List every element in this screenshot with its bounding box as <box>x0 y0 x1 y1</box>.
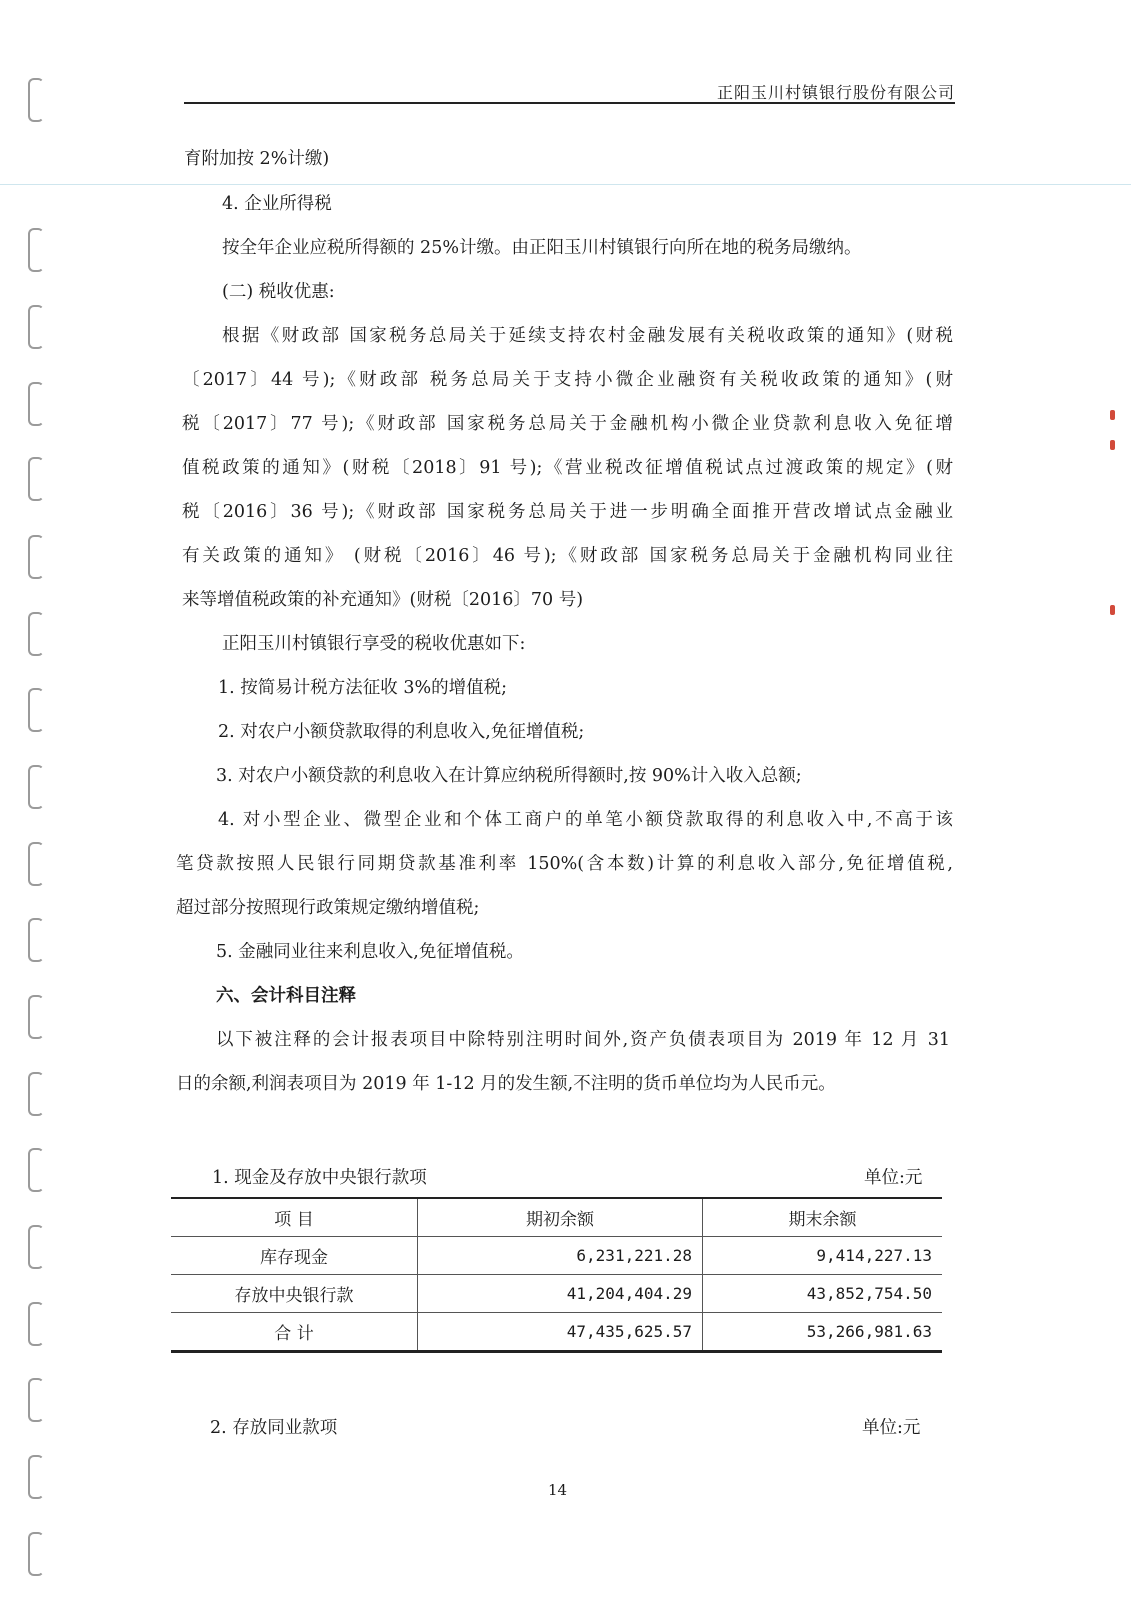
binding-hole <box>28 1072 44 1116</box>
seal-fragment <box>1110 410 1115 420</box>
opening-balance-cell: 47,435,625.57 <box>418 1313 703 1352</box>
row-label: 存放中央银行款 <box>171 1275 418 1313</box>
binding-hole <box>28 1148 44 1192</box>
list-item: 2. 对农户小额贷款取得的利息收入,免征增值税; <box>218 722 585 742</box>
list-item: 5. 金融同业往来利息收入,免征增值税。 <box>216 942 524 962</box>
table-header-row <box>171 1198 942 1237</box>
binding-hole <box>28 535 44 579</box>
paragraph-line: 笔贷款按照人民银行同期贷款基准利率 150%(含本数)计算的利息收入部分,免征增值税, <box>176 854 953 874</box>
paragraph-line: 值税政策的通知》(财税〔2018〕91 号);《营业税改征增值税试点过渡政策的规定》(财 <box>182 458 953 478</box>
list-item: 1. 按简易计税方法征收 3%的增值税; <box>218 678 507 698</box>
column-header-opening-balance: 期初余额 <box>418 1198 703 1237</box>
binding-hole <box>28 1225 44 1269</box>
binding-hole <box>28 1378 44 1422</box>
header-company-name: 正阳玉川村镇银行股份有限公司 <box>716 83 955 102</box>
column-header-item: 项 目 <box>171 1198 418 1237</box>
binding-hole <box>28 382 44 426</box>
binding-hole <box>28 688 44 732</box>
seal-fragment <box>1110 440 1115 450</box>
paragraph-line: 超过部分按照现行政策规定缴纳增值税; <box>176 898 480 918</box>
list-item: 3. 对农户小额贷款的利息收入在计算应纳税所得额时,按 90%计入收入总额; <box>216 766 802 786</box>
binding-hole <box>28 78 44 122</box>
paragraph-line: 根据《财政部 国家税务总局关于延续支持农村金融发展有关税收政策的通知》(财税 <box>222 326 953 346</box>
section-heading: 六、会计科目注释 <box>216 986 356 1006</box>
opening-balance-cell: 6,231,221.28 <box>418 1237 703 1275</box>
paragraph-line: 日的余额,利润表项目为 2019 年 1-12 月的发生额,不注明的货币单位均为人民币元。 <box>176 1074 836 1094</box>
binding-hole <box>28 457 44 501</box>
binding-hole <box>28 1455 44 1499</box>
binding-hole <box>28 765 44 809</box>
table-total-row <box>171 1313 942 1352</box>
table-row <box>171 1237 942 1275</box>
section-heading: (二) 税收优惠: <box>222 282 335 302</box>
paragraph-line: 税〔2017〕77 号);《财政部 国家税务总局关于金融机构小微企业贷款利息收入免征增 <box>182 414 953 434</box>
scan-guide-line <box>0 184 1131 185</box>
binding-hole <box>28 1532 44 1576</box>
binding-hole <box>28 305 44 349</box>
opening-balance-cell: 41,204,404.29 <box>418 1275 703 1313</box>
closing-balance-cell: 9,414,227.13 <box>703 1237 943 1275</box>
closing-balance-cell: 43,852,754.50 <box>703 1275 943 1313</box>
closing-balance-cell: 53,266,981.63 <box>806 1322 932 1341</box>
seal-fragment <box>1110 605 1115 615</box>
binding-hole <box>28 842 44 886</box>
page-number: 14 <box>548 1481 568 1499</box>
table-row <box>171 1275 942 1313</box>
section-heading: 4. 企业所得税 <box>222 194 332 214</box>
table-title: 1. 现金及存放中央银行款项 <box>212 1168 427 1188</box>
binding-hole <box>28 918 44 962</box>
paragraph-line: 〔2017〕44 号);《财政部 税务总局关于支持小微企业融资有关税收政策的通知》(财 <box>182 370 953 390</box>
paragraph-line: 来等增值税政策的补充通知》(财税〔2016〕70 号) <box>182 590 584 610</box>
cash-and-central-bank-table <box>171 1197 942 1353</box>
binding-hole <box>28 612 44 656</box>
paragraph-line: 税〔2016〕36 号);《财政部 国家税务总局关于进一步明确全面推开营改增试点金融业 <box>182 502 953 522</box>
table-unit: 单位:元 <box>862 1418 921 1438</box>
list-item: 4. 对小型企业、微型企业和个体工商户的单笔小额贷款取得的利息收入中,不高于该 <box>218 810 953 830</box>
row-label: 合 计 <box>171 1313 418 1352</box>
paragraph-line: 按全年企业应税所得额的 25%计缴。由正阳玉川村镇银行向所在地的税务局缴纳。 <box>222 238 862 258</box>
paragraph-line: 育附加按 2%计缴) <box>184 149 330 169</box>
paragraph-line: 有关政策的通知》 (财税〔2016〕46 号);《财政部 国家税务总局关于金融机构同业往 <box>182 546 953 566</box>
binding-hole <box>28 228 44 272</box>
binding-hole <box>28 1302 44 1346</box>
column-header-closing-balance: 期末余额 <box>703 1198 943 1237</box>
paragraph-line: 以下被注释的会计报表项目中除特别注明时间外,资产负债表项目为 2019 年 12 月 31 <box>216 1030 950 1050</box>
table-unit: 单位:元 <box>864 1168 923 1188</box>
binding-holes <box>12 0 48 1600</box>
row-label: 库存现金 <box>171 1237 418 1275</box>
header-rule <box>184 102 955 104</box>
paragraph-line: 正阳玉川村镇银行享受的税收优惠如下: <box>222 634 526 654</box>
table-title: 2. 存放同业款项 <box>210 1418 338 1438</box>
binding-hole <box>28 995 44 1039</box>
